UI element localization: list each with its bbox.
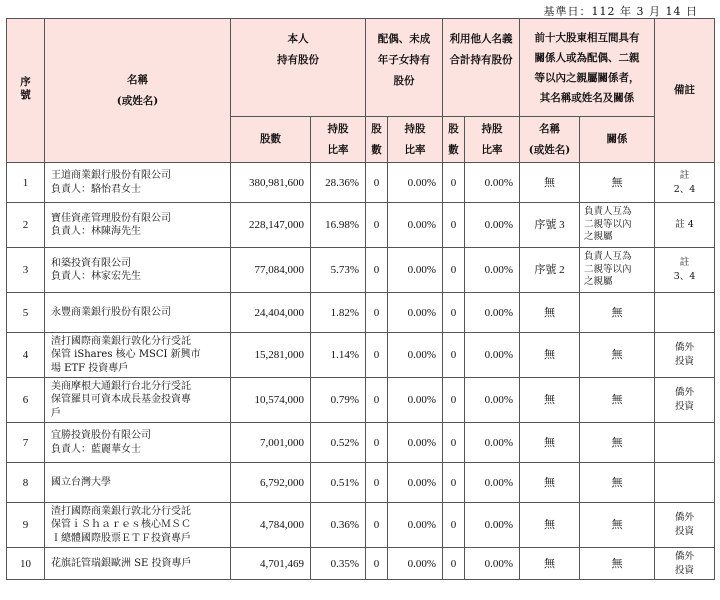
cell-ratio: 1.82% [311, 293, 366, 333]
cell-relation [580, 248, 655, 293]
table-row [7, 203, 715, 248]
cell-other-ratio: 0.00% [465, 463, 520, 503]
cell-related-name: 無 [520, 548, 580, 580]
cell-holder-name [45, 248, 231, 293]
remark-line: 僑外 [674, 387, 694, 398]
cell-spouse-shares: 0 [366, 503, 388, 548]
cell-shares: 228,147,000 [231, 203, 311, 248]
cell-ratio: 0.51% [311, 463, 366, 503]
cell-relation [580, 203, 655, 248]
relation-line: 負責人互為 [584, 206, 632, 218]
cell-other-shares: 0 [443, 163, 465, 203]
relation-line: 無 [611, 394, 623, 406]
cell-other-shares: 0 [443, 463, 465, 503]
remark-line: 僑外 [674, 342, 694, 353]
cell-seq: 8 [7, 463, 45, 503]
cell-spouse-shares: 0 [366, 463, 388, 503]
table-body [7, 163, 715, 580]
remark-line: 投資 [674, 526, 694, 537]
cell-relation [580, 293, 655, 333]
cell-other-ratio: 0.00% [465, 203, 520, 248]
remark-line: 註 [679, 257, 690, 268]
header-seq: 序號 [7, 19, 45, 163]
cell-other-shares: 0 [443, 548, 465, 580]
cell-seq: 6 [7, 378, 45, 423]
cell-other-shares: 0 [443, 333, 465, 378]
cell-seq: 2 [7, 203, 45, 248]
cell-other-ratio: 0.00% [465, 248, 520, 293]
header-relation: 關係 [580, 117, 655, 163]
cell-related-name: 無 [520, 423, 580, 463]
cell-related-name: 無 [520, 463, 580, 503]
remark-line: 3、4 [673, 271, 696, 282]
relation-line: 無 [611, 176, 623, 189]
header-spouse-holding: 配偶、未成 年子女持有 股份 [366, 19, 443, 117]
cell-ratio: 16.98% [311, 203, 366, 248]
holder-name-line: 戶 [51, 407, 61, 419]
remark-line: 僑外 [674, 550, 694, 562]
header-relationship: 前十大股東相互間具有 關係人或為配偶、二親 等以內之親屬關係者， 其名稱或姓名及關係 [520, 19, 655, 117]
cell-other-ratio: 0.00% [465, 293, 520, 333]
relation-line: 無 [611, 519, 623, 531]
cell-spouse-ratio: 0.00% [388, 378, 443, 423]
cell-relation [580, 163, 655, 203]
cell-holder-name [45, 548, 231, 580]
holder-name-line: 渣打國際商業銀行敦北分行受託 [51, 505, 191, 517]
holder-name-line: 負責人：駱怡君女士 [51, 183, 141, 195]
cell-spouse-shares: 0 [366, 203, 388, 248]
cell-shares: 77,084,000 [231, 248, 311, 293]
cell-spouse-shares: 0 [366, 333, 388, 378]
cell-holder-name [45, 333, 231, 378]
cell-seq: 4 [7, 333, 45, 378]
cell-shares: 380,981,600 [231, 163, 311, 203]
relation-line: 負責人互為 [584, 251, 632, 263]
cell-remarks [655, 463, 715, 503]
cell-shares: 4,701,469 [231, 548, 311, 580]
cell-other-ratio: 0.00% [465, 333, 520, 378]
relation-line: 無 [611, 306, 623, 319]
cell-remarks [655, 163, 715, 203]
cell-other-shares: 0 [443, 503, 465, 548]
cell-spouse-shares: 0 [366, 548, 388, 580]
holder-name-line: 負責人：藍麗華女士 [51, 443, 141, 455]
table-row [7, 463, 715, 503]
cell-remarks [655, 548, 715, 580]
cell-related-name: 無 [520, 503, 580, 548]
cell-shares: 6,792,000 [231, 463, 311, 503]
cell-holder-name [45, 293, 231, 333]
header-other-name-holding: 利用他人名義 合計持有股份 [443, 19, 520, 117]
cell-holder-name [45, 163, 231, 203]
cell-spouse-shares: 0 [366, 248, 388, 293]
header-rel-name: 名稱 (或姓名) [520, 117, 580, 163]
cell-other-ratio: 0.00% [465, 548, 520, 580]
cell-shares: 7,001,000 [231, 423, 311, 463]
table-row [7, 378, 715, 423]
holder-name-line: 寶佳資產管理股份有限公司 [51, 212, 171, 224]
cell-seq: 1 [7, 163, 45, 203]
cell-relation [580, 333, 655, 378]
cell-spouse-ratio: 0.00% [388, 248, 443, 293]
cell-related-name: 無 [520, 333, 580, 378]
cell-spouse-shares: 0 [366, 163, 388, 203]
holder-name-line: 負責人：林家宏先生 [51, 271, 141, 282]
remark-line: 註 4 [675, 219, 694, 230]
holder-name-line: 永豐商業銀行股份有限公司 [51, 306, 171, 318]
relation-line: 無 [611, 436, 623, 449]
remark-line: 註 [679, 169, 690, 181]
relation-line: 之親屬 [584, 276, 613, 288]
table-row [7, 423, 715, 463]
table-header [7, 19, 715, 163]
cell-ratio: 28.36% [311, 163, 366, 203]
cell-other-shares: 0 [443, 378, 465, 423]
cell-other-shares: 0 [443, 203, 465, 248]
cell-ratio: 5.73% [311, 248, 366, 293]
cell-seq: 3 [7, 248, 45, 293]
cell-remarks [655, 293, 715, 333]
relation-line: 二親等以內 [584, 263, 632, 275]
table-row [7, 293, 715, 333]
cell-other-ratio: 0.00% [465, 423, 520, 463]
cell-other-shares: 0 [443, 423, 465, 463]
cell-relation [580, 463, 655, 503]
cell-other-ratio: 0.00% [465, 378, 520, 423]
cell-remarks [655, 423, 715, 463]
cell-related-name: 無 [520, 163, 580, 203]
table-row [7, 503, 715, 548]
cell-relation [580, 378, 655, 423]
cell-spouse-shares: 0 [366, 423, 388, 463]
cell-shares: 10,574,000 [231, 378, 311, 423]
remark-line: 投資 [674, 401, 694, 412]
remark-line: 投資 [674, 356, 694, 367]
table-row [7, 333, 715, 378]
cell-spouse-shares: 0 [366, 293, 388, 333]
header-other-ratio: 持股 比率 [465, 117, 520, 163]
relation-line: 二親等以內 [584, 218, 632, 230]
cell-ratio: 0.36% [311, 503, 366, 548]
cell-remarks [655, 248, 715, 293]
holder-name-line: 宜勝投資股份有限公司 [51, 430, 151, 441]
table-row [7, 248, 715, 293]
cell-shares: 4,784,000 [231, 503, 311, 548]
cell-holder-name [45, 423, 231, 463]
holder-name-line: 美商摩根大通銀行台北分行受託 [51, 380, 191, 392]
relation-line: 之親屬 [584, 231, 613, 243]
cell-related-name: 無 [520, 293, 580, 333]
cell-remarks [655, 503, 715, 548]
cell-spouse-ratio: 0.00% [388, 463, 443, 503]
cell-spouse-ratio: 0.00% [388, 293, 443, 333]
holder-name-line: 保管ｉＳｈａｒｅｓ核心ＭＳＣ [51, 519, 191, 531]
cell-other-shares: 0 [443, 293, 465, 333]
cell-ratio: 0.79% [311, 378, 366, 423]
cell-holder-name [45, 463, 231, 503]
header-own-holding: 本人 持有股份 [231, 19, 366, 117]
cell-remarks [655, 333, 715, 378]
shareholders-table [6, 18, 715, 580]
relation-line: 無 [611, 557, 623, 570]
cell-related-name: 序號 2 [520, 248, 580, 293]
remark-line: 2、4 [673, 183, 696, 195]
cell-relation [580, 423, 655, 463]
cell-other-shares: 0 [443, 248, 465, 293]
cell-shares: 24,404,000 [231, 293, 311, 333]
basis-date: 基準日：112 年 3 月 14 日 [543, 5, 698, 18]
holder-name-line: 場 ETF 投資專戶 [51, 362, 129, 374]
cell-holder-name [45, 378, 231, 423]
cell-spouse-ratio: 0.00% [388, 203, 443, 248]
cell-seq: 7 [7, 423, 45, 463]
remark-line: 僑外 [674, 512, 694, 523]
cell-spouse-ratio: 0.00% [388, 163, 443, 203]
cell-seq: 9 [7, 503, 45, 548]
cell-seq: 10 [7, 548, 45, 580]
table-row [7, 548, 715, 580]
remark-line: 投資 [674, 564, 694, 576]
cell-spouse-shares: 0 [366, 378, 388, 423]
cell-relation [580, 548, 655, 580]
cell-remarks [655, 203, 715, 248]
holder-name-line: 渣打國際商業銀行敦化分行受託 [51, 335, 191, 347]
cell-shares: 15,281,000 [231, 333, 311, 378]
holder-name-line: 負責人：林陳海先生 [51, 226, 141, 237]
cell-spouse-ratio: 0.00% [388, 548, 443, 580]
cell-seq: 5 [7, 293, 45, 333]
holder-name-line: 保管羅貝可資本成長基金投資專 [51, 394, 191, 406]
cell-spouse-ratio: 0.00% [388, 503, 443, 548]
holder-name-line: 國立台灣大學 [51, 476, 111, 488]
header-shares: 股數 [231, 117, 311, 163]
cell-related-name: 序號 3 [520, 203, 580, 248]
cell-remarks [655, 378, 715, 423]
cell-related-name: 無 [520, 378, 580, 423]
header-ratio: 持股 比率 [311, 117, 366, 163]
cell-relation [580, 503, 655, 548]
cell-other-ratio: 0.00% [465, 503, 520, 548]
holder-name-line: 和築投資有限公司 [51, 257, 131, 269]
relation-line: 無 [611, 476, 623, 489]
cell-spouse-ratio: 0.00% [388, 423, 443, 463]
cell-ratio: 1.14% [311, 333, 366, 378]
holder-name-line: Ｉ總體國際股票ＥＴＦ投資專戶 [51, 532, 191, 544]
relation-line: 無 [611, 349, 623, 361]
cell-spouse-ratio: 0.00% [388, 333, 443, 378]
cell-holder-name [45, 203, 231, 248]
holder-name-line: 花旗託管瑞銀歐洲 SE 投資專戶 [51, 557, 192, 569]
header-other-shares: 股 數 [443, 117, 465, 163]
cell-ratio: 0.52% [311, 423, 366, 463]
cell-holder-name [45, 503, 231, 548]
holder-name-line: 王道商業銀行股份有限公司 [51, 170, 171, 181]
holder-name-line: 保管 iShares 核心 MSCI 新興市 [51, 349, 201, 361]
table-row [7, 163, 715, 203]
header-spouse-ratio: 持股 比率 [388, 117, 443, 163]
header-spouse-shares: 股 數 [366, 117, 388, 163]
cell-ratio: 0.35% [311, 548, 366, 580]
header-remarks: 備註 [655, 19, 715, 163]
cell-other-ratio: 0.00% [465, 163, 520, 203]
header-name: 名稱 (或姓名) [45, 19, 231, 163]
